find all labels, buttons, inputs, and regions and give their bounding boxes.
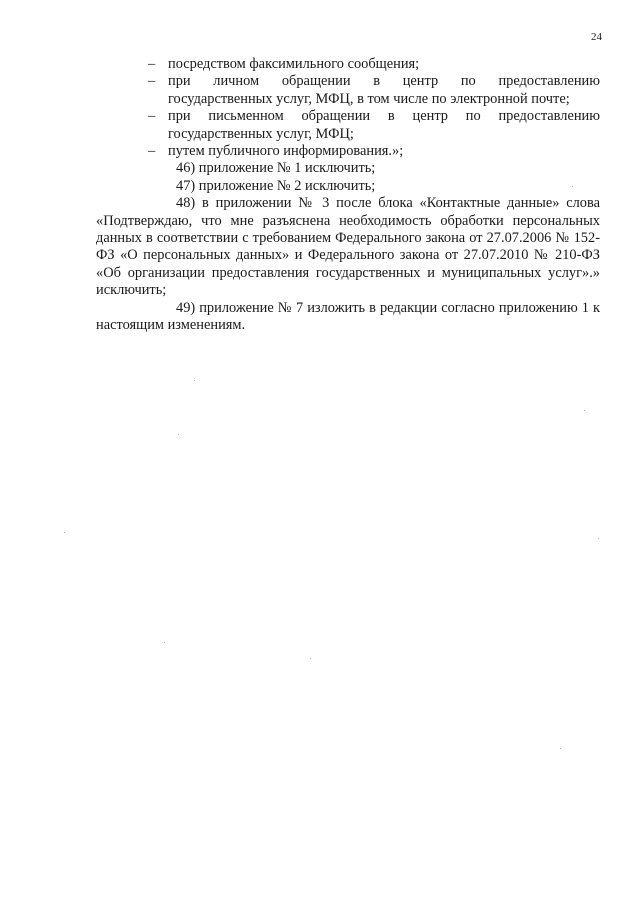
paragraph-text: приложение № 2 исключить; <box>195 177 376 194</box>
list-item-text: путем публичного информирования.»; <box>168 143 404 160</box>
scan-speck <box>194 380 195 381</box>
list-item-line: государственных услуг, МФЦ; <box>168 125 354 142</box>
scan-speck <box>584 410 585 411</box>
scan-speck <box>178 434 179 435</box>
list-item-line: государственных услуг, МФЦ, в том числе по электронной почте; <box>168 90 570 107</box>
paragraph-number: 48) <box>176 195 196 212</box>
paragraph-text: приложение № 1 исключить; <box>195 160 376 177</box>
scan-speck <box>164 642 165 643</box>
paragraph-number: 49) <box>176 299 196 316</box>
list-item-text <box>168 73 600 108</box>
list-dash: – <box>148 143 156 160</box>
scan-speck <box>572 186 573 187</box>
list-item <box>148 56 600 73</box>
list-item <box>148 143 600 160</box>
paragraph-number: 47) <box>176 177 196 194</box>
page-number: 24 <box>591 31 602 43</box>
list-item <box>148 108 600 143</box>
scan-speck <box>560 748 561 749</box>
document-body <box>96 56 600 335</box>
paragraph-text: приложение № 7 изложить в редакции согласно приложению 1 к настоящим изменениям. <box>96 299 600 334</box>
list-dash: – <box>148 73 156 90</box>
list-item <box>148 73 600 108</box>
list-dash: – <box>148 108 156 125</box>
list-dash: – <box>148 56 156 72</box>
scan-speck <box>598 538 599 539</box>
scan-speck <box>310 658 311 659</box>
list-item-line: при личном обращении в центр по предоставлению <box>168 73 600 90</box>
numbered-paragraph <box>96 160 600 177</box>
numbered-paragraph <box>96 300 600 335</box>
paragraph-text: в приложении № 3 после блока «Контактные данные» слова «Подтверждаю, что мне разъяснена необходимость обработки персональных данных в соответствии с требованием Федерального закона от 27.07.2006 № 152-ФЗ «О персональных данных» и Федерального закона от 27.07.2010 № 210-ФЗ «Об организации предоставления государственных и муниципальных услуг».» исключить; <box>96 195 600 299</box>
numbered-paragraph <box>96 178 600 195</box>
list-item-line: при письменном обращении в центр по предоставлению <box>168 108 600 125</box>
paragraph-number: 46) <box>176 160 196 177</box>
numbered-paragraph <box>96 195 600 299</box>
list-item-text: посредством факсимильного сообщения; <box>168 56 420 72</box>
list-item-text <box>168 108 600 143</box>
scan-speck <box>64 532 65 533</box>
